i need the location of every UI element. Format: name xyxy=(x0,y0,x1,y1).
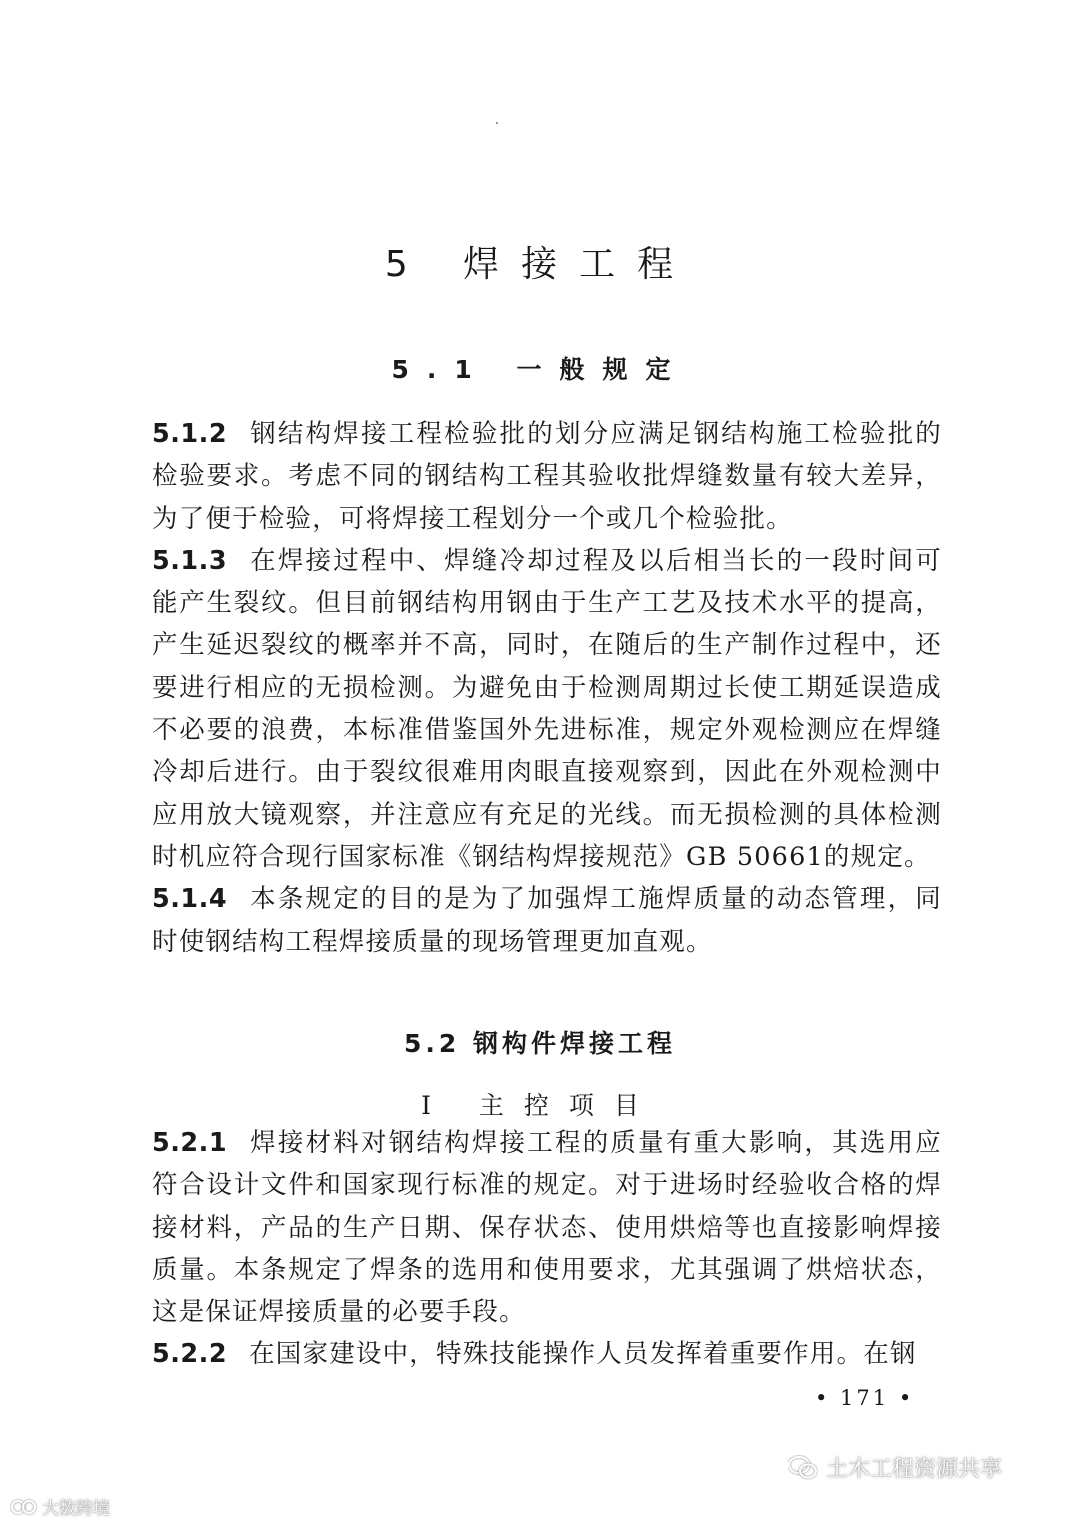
clause-5-2-2 xyxy=(152,1333,942,1375)
chapter-title: 5 焊接工程 xyxy=(384,244,696,285)
clause-text: 在焊接过程中、焊缝冷却过程及以后相当长的一段时间可能产生裂纹。但目前钢结构用钢由于生产工艺及技术水平的提高，产生延迟裂纹的概率并不高，同时，在随后的生产制作过程中，还要进行相应的无损检测。为避免由于检测周期过长使工期延误造成不必要的浪费，本标准借鉴国外先进标准，规定外观检测应在焊缝冷却后进行。由于裂纹很难用肉眼直接观察到，因此在外观检测中应用放大镜观察，并注意应有充足的光线。而无损检测的具体检测时机应符合现行国家标准《钢结构焊接规范》GB 50661的规定。 xyxy=(152,545,942,872)
subsection-title-main-items: Ⅰ 主控项目 xyxy=(421,1091,659,1120)
section-5-2-body xyxy=(152,1122,942,1376)
clause-number: 5.1.4 xyxy=(152,884,228,915)
clause-text: 在国家建设中，特殊技能操作人员发挥着重要作用。在钢 xyxy=(249,1339,917,1370)
logo-icon xyxy=(10,1497,38,1517)
clause-5-1-3 xyxy=(152,540,942,878)
clause-number: 5.1.2 xyxy=(152,419,228,449)
section-title-5-1: 5.1 一般规定 xyxy=(391,355,689,384)
watermark-right-text: 土木工程资源共享 xyxy=(826,1457,1003,1482)
clause-number: 5.2.2 xyxy=(152,1339,228,1370)
top-mark xyxy=(496,122,498,124)
watermark-left-text: 大数跨境 xyxy=(42,1499,110,1519)
section-title-5-2: 5.2 钢构件焊接工程 xyxy=(404,1029,676,1058)
clause-number: 5.2.1 xyxy=(152,1128,228,1158)
watermark-left xyxy=(10,1494,110,1519)
watermark-right xyxy=(788,1452,1002,1483)
clause-text: 焊接材料对钢结构焊接工程的质量有重大影响，其选用应符合设计文件和国家现行标准的规定。对于进场时经验收合格的焊接材料，产品的生产日期、保存状态、使用烘焙等也直接影响焊接质量。本条规定了焊条的选用和使用要求，尤其强调了烘焙状态，这是保证焊接质量的必要手段。 xyxy=(152,1128,942,1328)
clause-text: 本条规定的目的是为了加强焊工施焊质量的动态管理，同时使钢结构工程焊接质量的现场管理更加直观。 xyxy=(152,884,942,957)
wechat-icon xyxy=(788,1455,818,1481)
section-5-1-body xyxy=(152,413,942,963)
clause-text: 钢结构焊接工程检验批的划分应满足钢结构施工检验批的检验要求。考虑不同的钢结构工程其验收批焊缝数量有较大差异，为了便于检验，可将焊接工程划分一个或几个检验批。 xyxy=(152,419,942,534)
clause-5-2-1 xyxy=(152,1122,942,1333)
clause-number: 5.1.3 xyxy=(152,545,228,576)
page-number: • 171 • xyxy=(815,1386,915,1410)
clause-5-1-4 xyxy=(152,878,942,963)
clause-5-1-2 xyxy=(152,413,942,540)
